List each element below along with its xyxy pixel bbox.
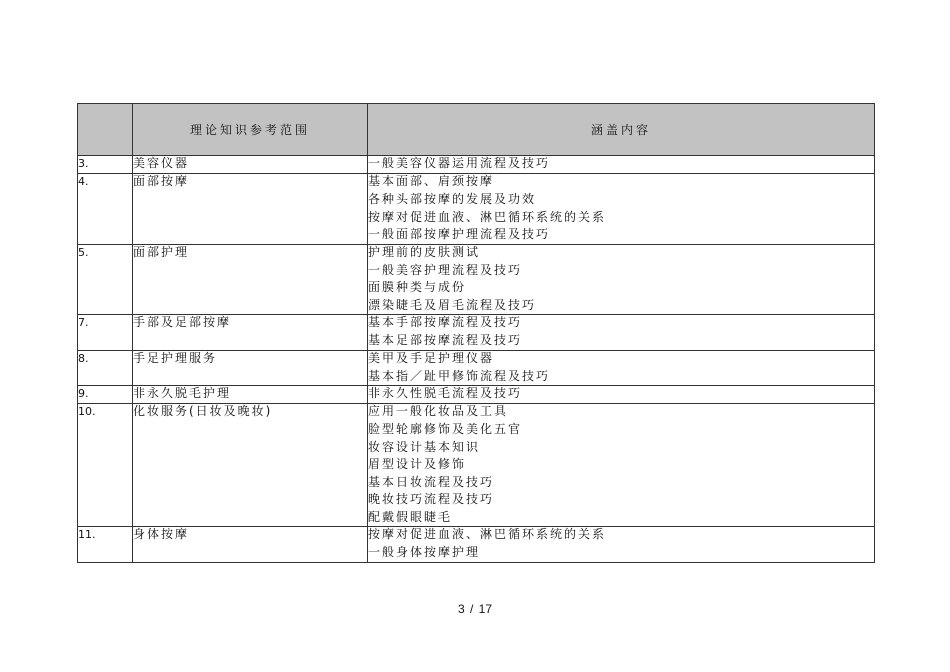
content-item: 护理前的皮肤测试 xyxy=(368,244,481,259)
content-item: 晚妆技巧流程及技巧 xyxy=(368,492,495,506)
row-number: 10. xyxy=(78,404,133,527)
table-body xyxy=(78,156,875,563)
content-item: 一般美容护理流程及技巧 xyxy=(368,262,523,277)
row-topic: 手部及足部按摩 xyxy=(133,315,368,351)
page-number: 3 / 17 xyxy=(457,602,493,616)
row-topic: 手足护理服务 xyxy=(133,350,368,386)
row-topic: 化妆服务(日妆及晚妆) xyxy=(133,404,368,527)
content-item: 眉型设计及修饰 xyxy=(368,457,467,471)
content-item: 非永久性脱毛流程及技巧 xyxy=(368,386,523,400)
content-item: 配戴假眼睫毛 xyxy=(368,509,453,524)
content-item: 脸型轮廓修饰及美化五官 xyxy=(368,422,523,436)
table-row xyxy=(78,386,875,404)
row-content xyxy=(368,244,875,315)
content-item: 面膜种类与成份 xyxy=(368,280,467,294)
header-content-coverage: 涵盖内容 xyxy=(368,104,875,156)
row-topic: 面部护理 xyxy=(133,244,368,315)
table-header-row xyxy=(78,104,875,156)
content-item: 基本足部按摩流程及技巧 xyxy=(368,333,523,347)
row-content xyxy=(368,404,875,527)
row-content xyxy=(368,386,875,404)
content-item: 一般身体按摩护理 xyxy=(368,545,481,559)
content-item: 美甲及手足护理仪器 xyxy=(368,350,495,365)
row-number: 11. xyxy=(78,527,133,563)
header-number-cell xyxy=(78,104,133,156)
row-topic: 非永久脱毛护理 xyxy=(133,386,368,404)
row-number: 5. xyxy=(78,244,133,315)
row-number: 8. xyxy=(78,350,133,386)
table-row xyxy=(78,174,875,245)
content-item: 基本面部、肩颈按摩 xyxy=(368,174,495,188)
reference-table xyxy=(77,103,875,563)
row-content xyxy=(368,156,875,174)
row-topic: 美容仪器 xyxy=(133,156,368,174)
content-item: 妆容设计基本知识 xyxy=(368,439,481,454)
row-number: 7. xyxy=(78,315,133,351)
content-item: 按摩对促进血液、淋巴循环系统的关系 xyxy=(368,209,607,224)
content-item: 一般面部按摩护理流程及技巧 xyxy=(368,227,551,241)
table-row xyxy=(78,527,875,563)
row-content xyxy=(368,527,875,563)
header-knowledge-scope: 理论知识参考范围 xyxy=(133,104,368,156)
table-row xyxy=(78,404,875,527)
row-content xyxy=(368,315,875,351)
table-row xyxy=(78,244,875,315)
table-row xyxy=(78,315,875,351)
row-number: 9. xyxy=(78,386,133,404)
content-item: 一般美容仪器运用流程及技巧 xyxy=(368,156,551,170)
content-item: 漂染睫毛及眉毛流程及技巧 xyxy=(368,297,537,312)
row-content xyxy=(368,350,875,386)
row-content xyxy=(368,174,875,245)
content-item: 应用一般化妆品及工具 xyxy=(368,404,509,418)
table-row xyxy=(78,156,875,174)
row-number: 3. xyxy=(78,156,133,174)
content-item: 基本手部按摩流程及技巧 xyxy=(368,315,523,329)
content-item: 按摩对促进血液、淋巴循环系统的关系 xyxy=(368,527,607,541)
content-item: 各种头部按摩的发展及功效 xyxy=(368,192,537,206)
row-number: 4. xyxy=(78,174,133,245)
content-item: 基本指／趾甲修饰流程及技巧 xyxy=(368,368,551,383)
content-item: 基本日妆流程及技巧 xyxy=(368,474,495,489)
row-topic: 身体按摩 xyxy=(133,527,368,563)
table-row xyxy=(78,350,875,386)
row-topic: 面部按摩 xyxy=(133,174,368,245)
